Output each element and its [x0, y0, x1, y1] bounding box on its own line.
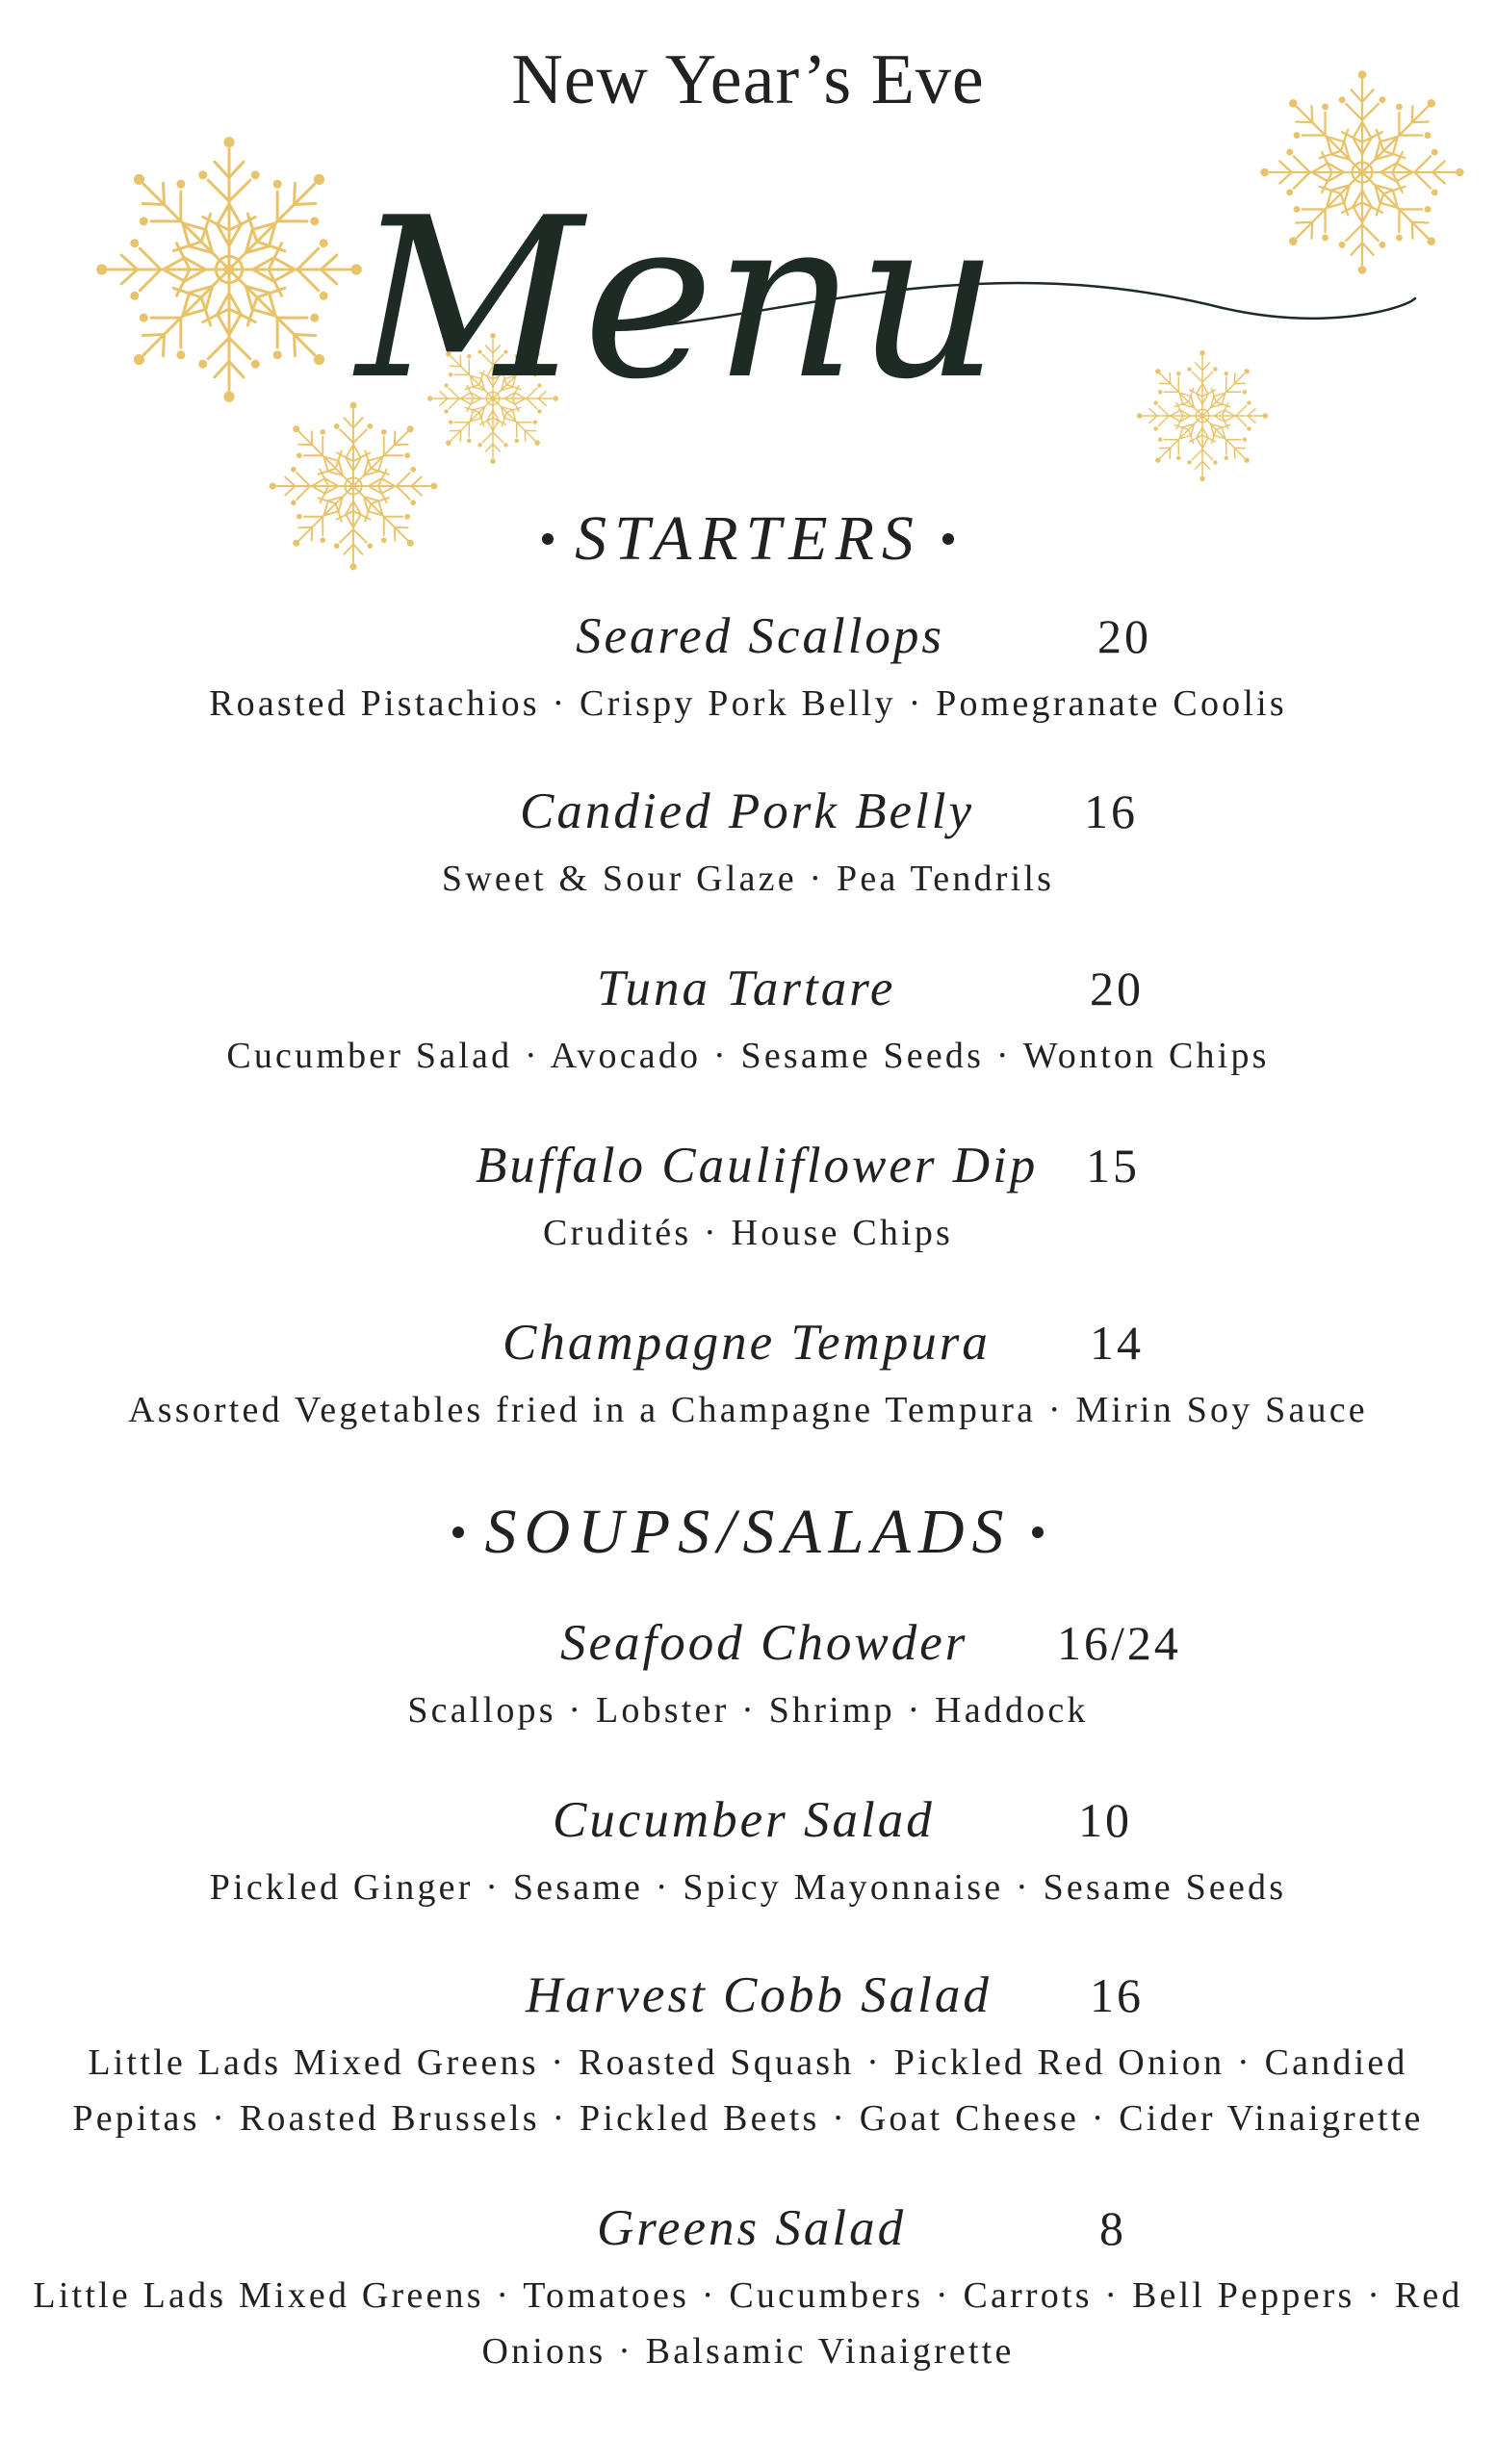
item-description: Pickled Ginger · Sesame · Spicy Mayonnaise · Sesame Seeds	[209, 1867, 1287, 1908]
item-description: Scallops · Lobster · Shrimp · Haddock	[407, 1690, 1089, 1731]
item-price: 14	[1090, 1316, 1144, 1370]
item-price: 16/24	[1057, 1616, 1181, 1670]
item-price: 10	[1078, 1793, 1132, 1847]
script-title	[318, 125, 1434, 433]
item-name: Champagne Tempura	[503, 1315, 991, 1371]
section-title-starters: STARTERS	[0, 500, 1496, 578]
item-name: Buffalo Cauliflower Dip	[476, 1138, 1039, 1194]
item-name: Candied Pork Belly	[520, 783, 974, 839]
item-name: Seafood Chowder	[560, 1615, 968, 1671]
item-description: Cucumber Salad · Avocado · Sesame Seeds · Wonton Chips	[226, 1036, 1270, 1076]
item-name: Harvest Cobb Salad	[526, 1967, 992, 2023]
item-price: 8	[1099, 2201, 1126, 2255]
item-name: Seared Scallops	[576, 608, 945, 664]
bullet-dot	[1032, 1527, 1044, 1538]
bullet-dot	[452, 1527, 464, 1538]
bullet-dot	[942, 533, 954, 545]
item-price: 16	[1090, 1968, 1144, 2022]
script-title-text: Menu	[356, 171, 999, 428]
item-description: Sweet & Sour Glaze · Pea Tendrils	[441, 859, 1055, 899]
item-description: Roasted Pistachios · Crispy Pork Belly · Pomegranate Coolis	[209, 683, 1287, 724]
bullet-dot	[542, 533, 554, 545]
item-description: Assorted Vegetables fried in a Champagne Tempura · Mirin Soy Sauce	[128, 1390, 1368, 1430]
item-description: Crudités · House Chips	[542, 1213, 954, 1253]
section-title-soups-salads: SOUPS/SALADS	[0, 1494, 1496, 1571]
item-name: Tuna Tartare	[597, 961, 896, 1016]
item-price: 20	[1090, 962, 1144, 1015]
item-price: 20	[1097, 609, 1151, 663]
item-name: Greens Salad	[597, 2200, 907, 2256]
item-description: Little Lads Mixed Greens · Roasted Squash · Pickled Red Onion · Candied Pepitas · Roasted Brussels · Pickled Beets · Goat Cheese · Cider Vinaigrette	[72, 2042, 1424, 2139]
item-name: Cucumber Salad	[553, 1792, 935, 1848]
page-heading: New Year’s Eve	[511, 40, 985, 119]
item-price: 16	[1084, 784, 1138, 838]
item-price: 15	[1086, 1139, 1140, 1193]
item-description: Little Lads Mixed Greens · Tomatoes · Cucumbers · Carrots · Bell Peppers · Red Onions · Balsamic Vinaigrette	[33, 2275, 1463, 2372]
